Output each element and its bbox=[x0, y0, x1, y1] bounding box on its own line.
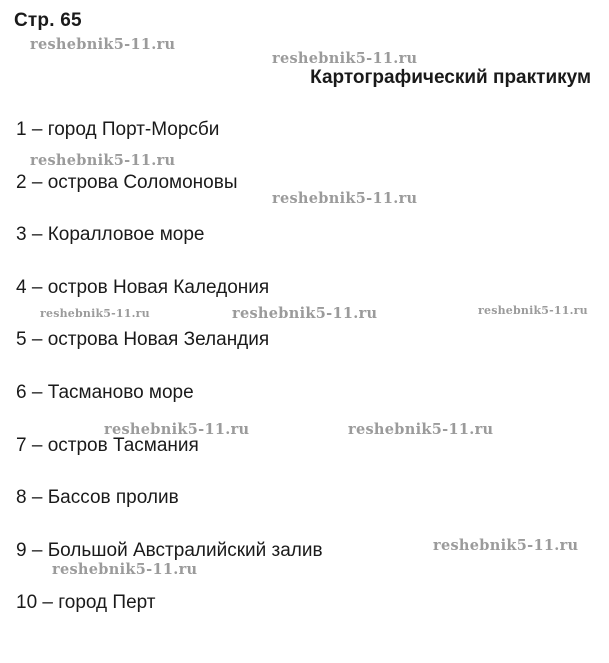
section-title: Картографический практикум bbox=[310, 67, 591, 88]
watermark: reshebnik5-11.ru bbox=[272, 50, 418, 67]
watermark: reshebnik5-11.ru bbox=[478, 304, 588, 317]
watermark: reshebnik5-11.ru bbox=[30, 152, 176, 169]
answer-item-7: 7 – остров Тасмания bbox=[16, 434, 199, 456]
watermark: reshebnik5-11.ru bbox=[40, 307, 150, 320]
watermark: reshebnik5-11.ru bbox=[272, 190, 418, 207]
answer-item-10: 10 – город Перт bbox=[16, 592, 156, 614]
watermark: reshebnik5-11.ru bbox=[30, 36, 176, 53]
watermark: reshebnik5-11.ru bbox=[52, 561, 198, 578]
answer-item-4: 4 – остров Новая Каледония bbox=[16, 276, 270, 298]
answer-item-5: 5 – острова Новая Зеландия bbox=[16, 329, 270, 351]
answer-item-1: 1 – город Порт-Морсби bbox=[16, 119, 220, 140]
answer-item-3: 3 – Коралловое море bbox=[16, 224, 205, 246]
answer-item-8: 8 – Бассов пролив bbox=[16, 487, 179, 509]
watermark: reshebnik5-11.ru bbox=[104, 421, 250, 438]
watermark: reshebnik5-11.ru bbox=[232, 305, 378, 322]
answer-item-9: 9 – Большой Австралийский залив bbox=[16, 539, 323, 561]
answer-item-2: 2 – острова Соломоновы bbox=[16, 171, 238, 193]
watermark: reshebnik5-11.ru bbox=[433, 537, 579, 554]
watermark: reshebnik5-11.ru bbox=[348, 421, 494, 438]
answer-item-6: 6 – Тасманово море bbox=[16, 381, 194, 403]
page-label: Стр. 65 bbox=[14, 10, 82, 31]
